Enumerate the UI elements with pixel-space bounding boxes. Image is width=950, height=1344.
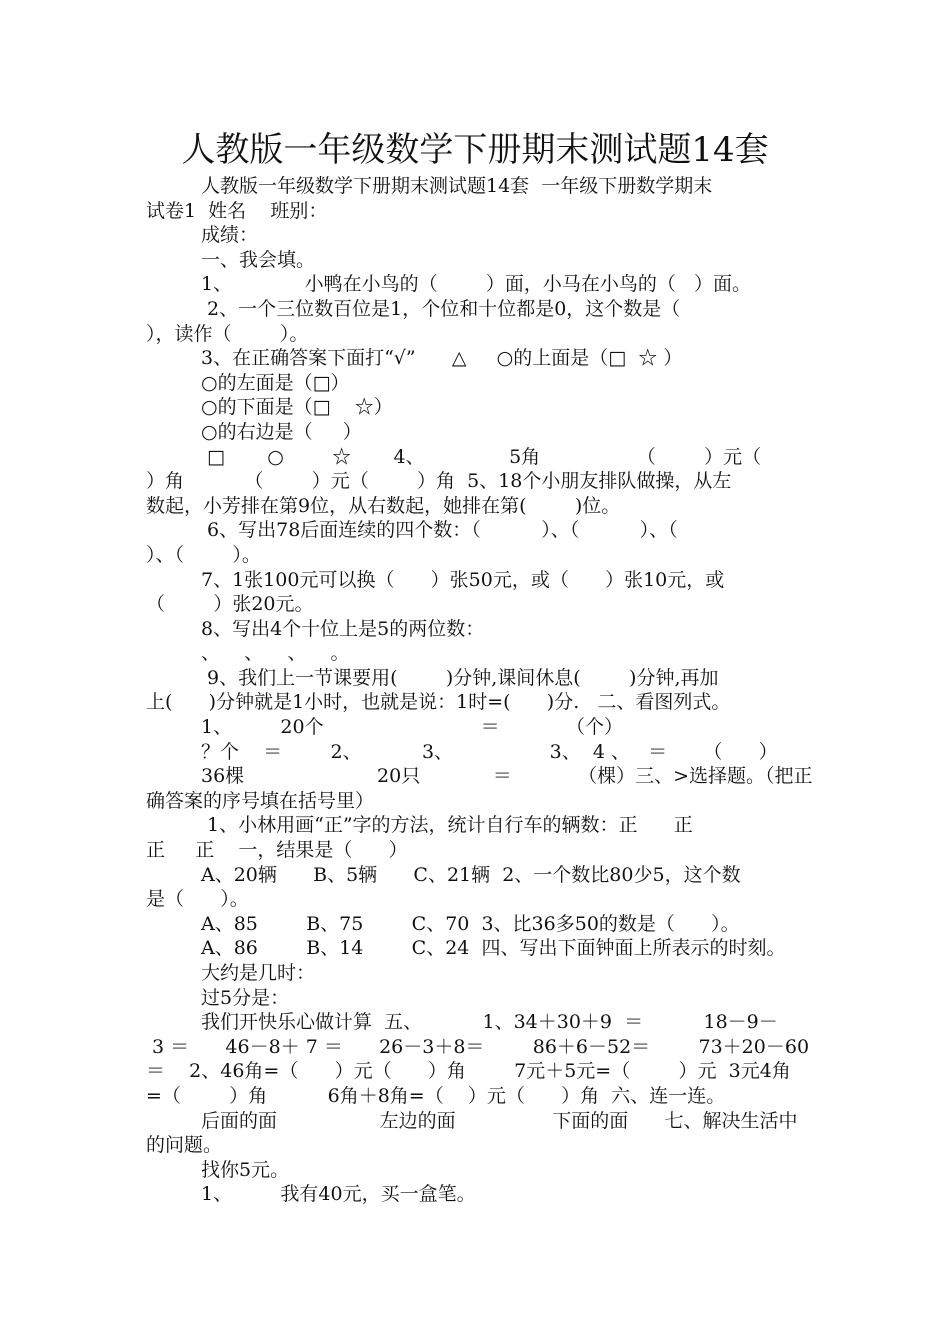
- text-line: 大约是几时：: [201, 962, 316, 984]
- text-line: 确答案的序号填在括号里）: [146, 789, 375, 812]
- text-line: 3 ＝ 46－8＋ 7 ＝ 26－3＋8＝ 86＋6－52＝ 73＋20－60: [146, 1035, 810, 1058]
- text-line: 9、我们上一节课要用( )分钟,课间休息( )分钟,再加: [201, 666, 719, 689]
- text-line: 6、写出78后面连续的四个数：（ ）、（ ）、（: [201, 519, 678, 542]
- text-line: 、 、 、 。: [201, 642, 350, 665]
- text-line: 我们开快乐心做计算 五、 1、34＋30＋9 ＝ 18－9－: [201, 1011, 778, 1034]
- text-line: □ ○ ☆ 4、 5角 （ ）元（: [201, 445, 762, 468]
- text-line: 一、我会填。: [201, 248, 316, 271]
- text-line: ）、（ ）。: [146, 543, 261, 566]
- text-line: 8、写出4个十位上是5的两位数：: [201, 617, 485, 640]
- text-line: 过5分是：: [201, 986, 290, 1009]
- text-line: 数起，小芳排在第9位，从右数起，她排在第( )位。: [146, 494, 621, 517]
- text-line: 3、在正确答案下面打“√” △ ○的上面是（□ ☆ ）: [201, 347, 683, 370]
- text-line: 1、 小鸭在小鸟的（ ）面，小马在小鸟的（ ）面。: [201, 273, 751, 296]
- text-line: ○的下面是（□ ☆）: [201, 396, 393, 419]
- text-line: 7、1张100元可以换（ ）张50元，或（ ）张10元，或: [201, 568, 725, 591]
- text-line: 1、小林用画“正”字的方法，统计自行车的辆数：正 正: [201, 814, 693, 837]
- text-line: （ ）张20元。: [146, 593, 314, 616]
- text-line: 找你5元。: [201, 1158, 290, 1181]
- document-title: 人教版一年级数学下册期末测试题14套: [181, 130, 769, 170]
- text-line: ＝ 2、46角=（ ）元（ ）角 7元＋5元=（ ）元 3元4角: [146, 1060, 791, 1083]
- text-line: ？个 ＝ 2、 3、 3、 4 、 ＝ （ ）: [201, 740, 778, 763]
- text-line: 2、一个三位数百位是1，个位和十位都是0，这个数是（: [201, 297, 681, 320]
- text-line: ○的右边是（ ）: [201, 420, 362, 443]
- text-line: ），读作（ ）。: [146, 322, 309, 345]
- document-body: [146, 174, 813, 1207]
- text-line: 36棵 20只 ＝ （棵）三、>选择题。（把正: [201, 765, 813, 788]
- text-line: 1、 我有40元，买一盒笔。: [201, 1183, 476, 1206]
- text-line: A、20辆 B、5辆 C、21辆 2、一个数比80少5，这个数: [201, 863, 741, 886]
- text-line: 试卷1 姓名 班别：: [146, 199, 328, 222]
- text-line: 人教版一年级数学下册期末测试题14套 一年级下册数学期末: [201, 175, 713, 197]
- text-line: 正 正 一，结果是（ ）: [146, 839, 408, 862]
- text-line: A、85 B、75 C、70 3、比36多50的数是（ ）。: [201, 912, 740, 935]
- text-line: 1、 20个 ＝ （个）: [201, 716, 624, 739]
- text-line: 成绩：: [201, 224, 259, 247]
- text-line: 上( )分钟就是1小时，也就是说：1时=( )分. 二、看图列式。: [146, 691, 731, 714]
- text-line: 后面的面 左边的面 下面的面 七、解决生活中: [201, 1109, 798, 1132]
- text-line: =（ ）角 6角＋8角=（ ）元（ ）角 六、连一连。: [146, 1084, 726, 1107]
- text-line: 是（ ）。: [146, 888, 249, 911]
- text-line: A、86 B、14 C、24 四、写出下面钟面上所表示的时刻。: [201, 937, 786, 960]
- text-line: 的问题。: [146, 1134, 223, 1157]
- text-line: ○的左面是（□）: [201, 371, 350, 394]
- text-line: ）角 （ ）元（ ）角 5、18个小朋友排队做操，从左: [146, 470, 732, 493]
